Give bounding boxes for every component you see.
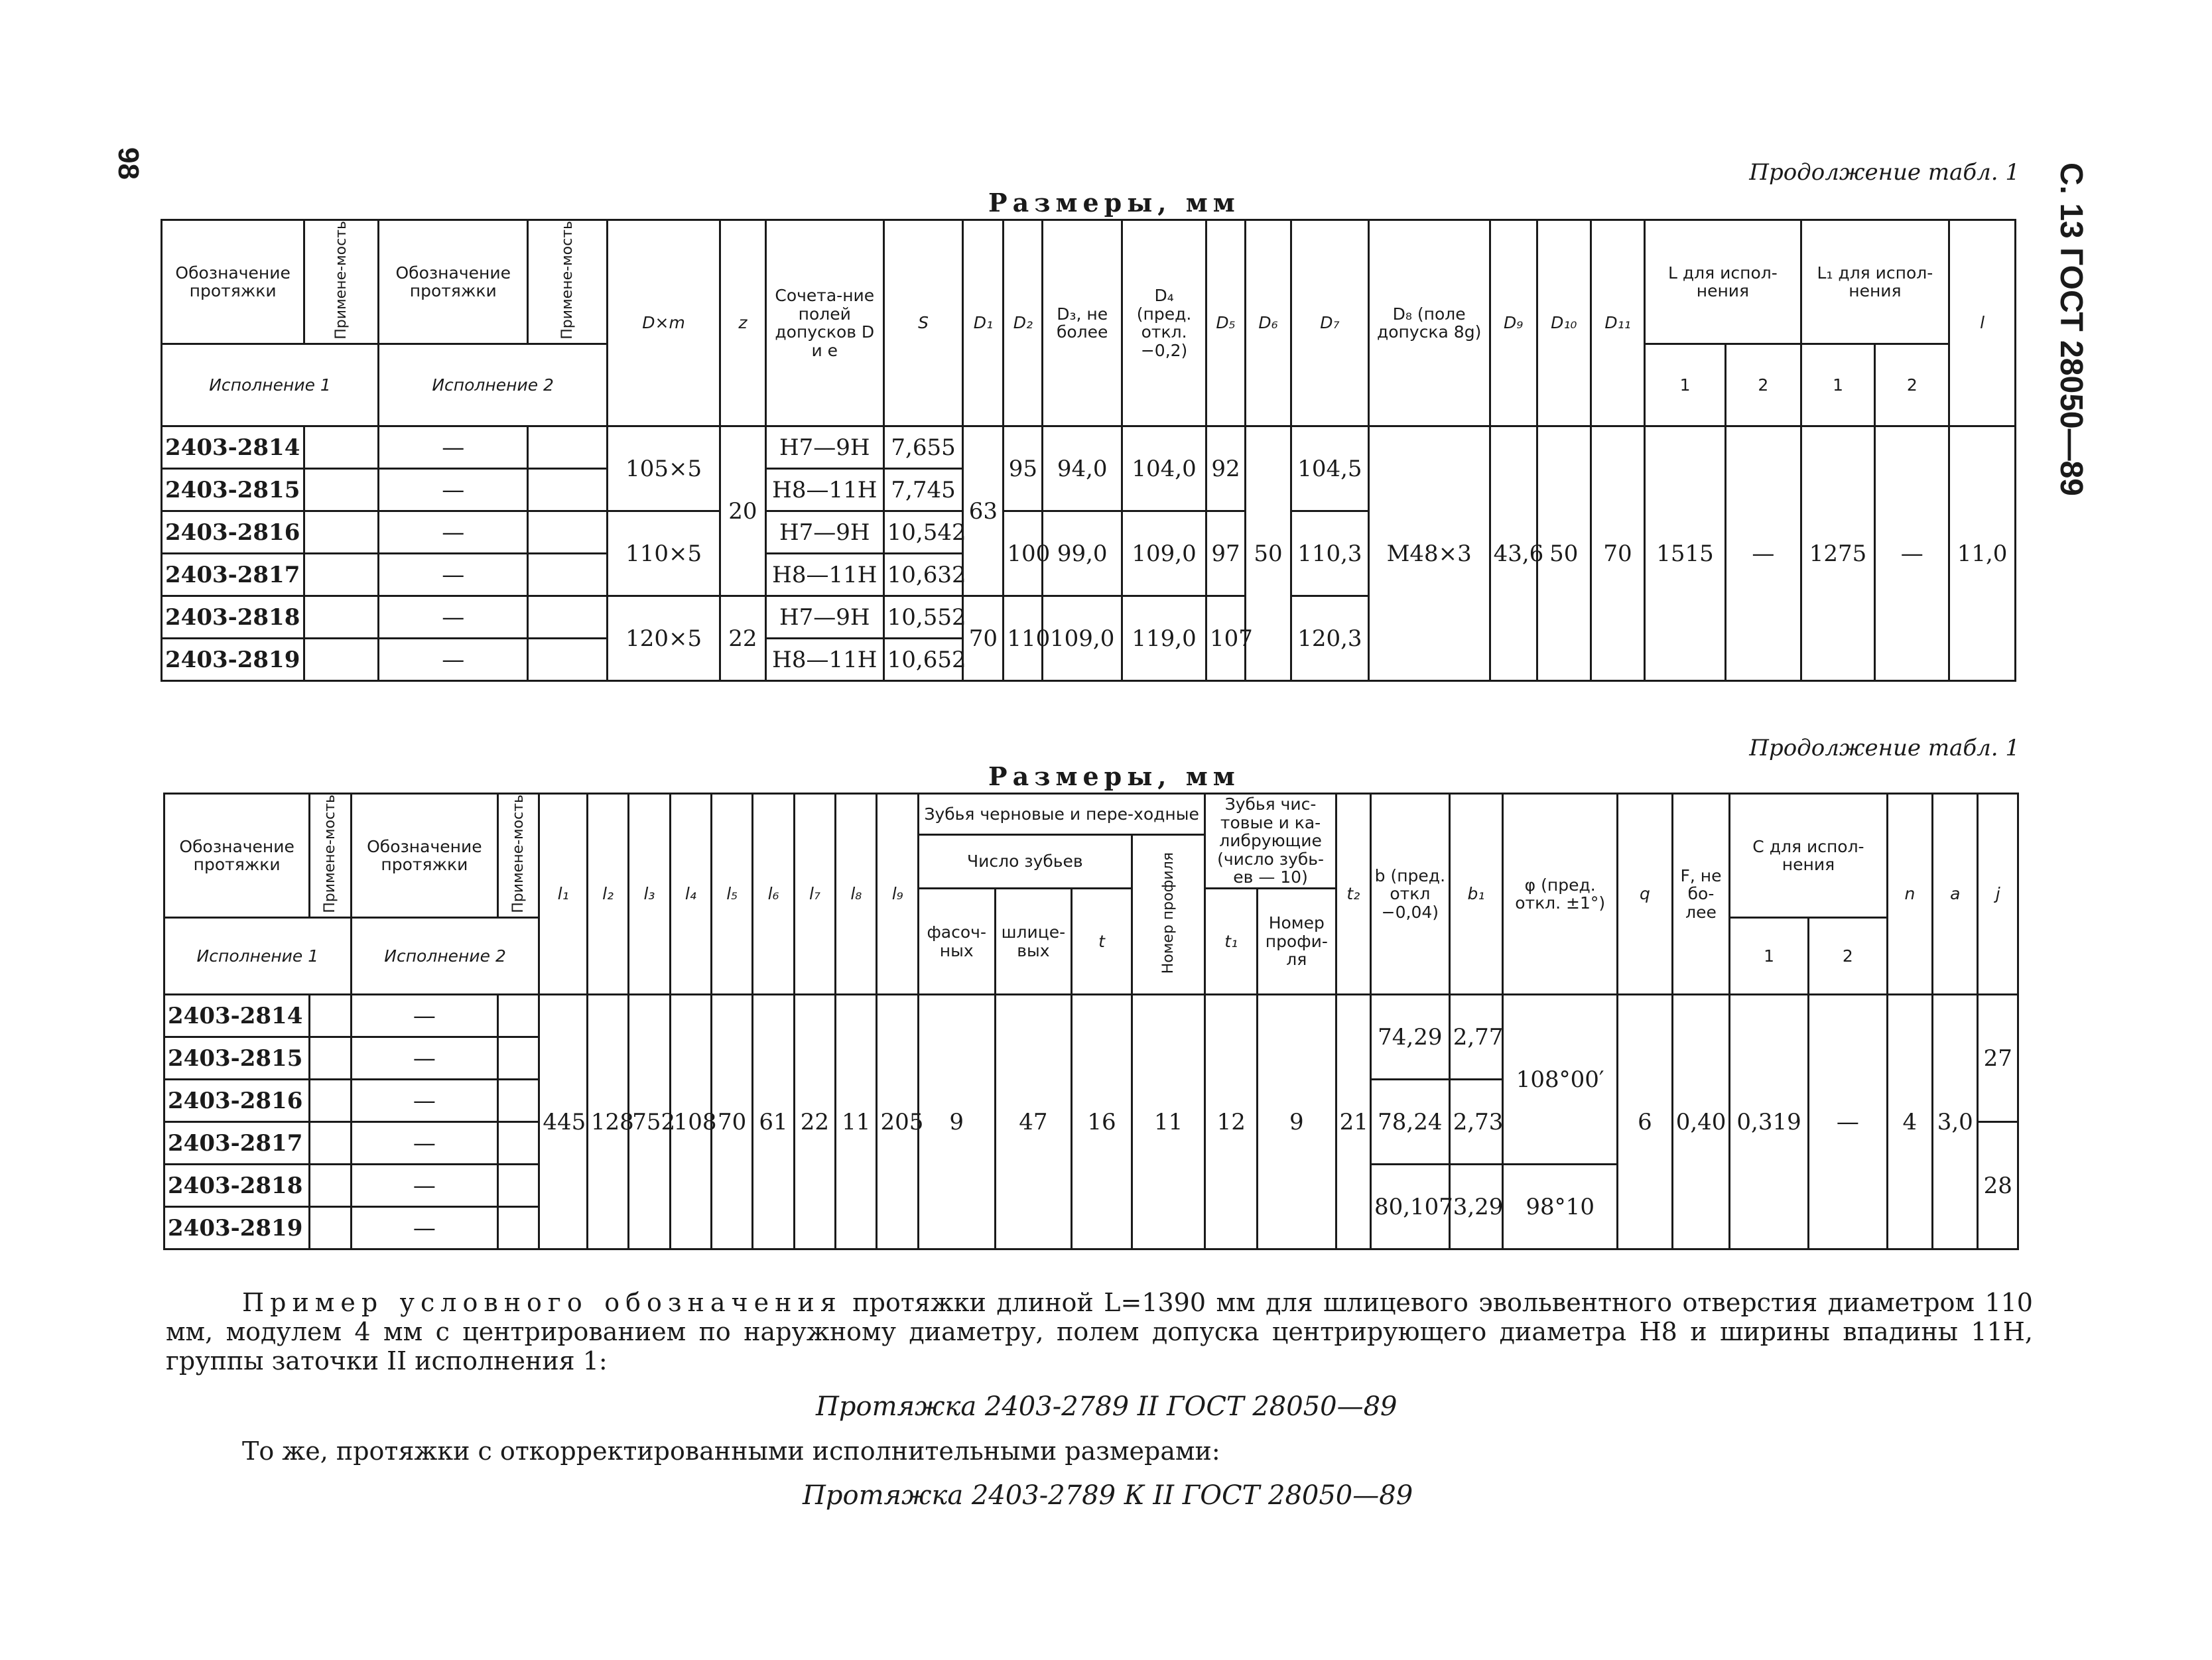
t2-h-b1: b₁: [1449, 794, 1502, 995]
t1-combo: H8—11H: [765, 639, 883, 681]
t1-h-L1: L₁ для испол-нения: [1801, 220, 1949, 344]
t2-h-l2: l₂: [587, 794, 628, 995]
t2-h-applic1-text: Примене-мость: [322, 795, 339, 913]
t2-h-n: n: [1887, 794, 1932, 995]
t2-applic2: [498, 1037, 539, 1080]
table1: [161, 219, 2016, 682]
t2-h-l4: l₄: [670, 794, 711, 995]
t1-applic1: [304, 596, 379, 639]
t1-h-code2: Обозначение протяжки: [379, 220, 528, 344]
table2-dims-caption: Размеры, мм: [988, 761, 1240, 791]
t2-shaped: 9: [918, 995, 995, 1249]
t2-profile2: 9: [1257, 995, 1336, 1249]
t1-applic1: [304, 639, 379, 681]
t2-code2: —: [351, 1122, 497, 1165]
table1-dims-caption: Размеры, мм: [988, 188, 1240, 218]
designation-example-1: Протяжка 2403-2789 II ГОСТ 28050—89: [816, 1391, 1398, 1422]
t2-h-code2: Обозначение протяжки: [351, 794, 497, 918]
t2-h-shaped: фасоч-ных: [918, 888, 995, 994]
t2-h-j: j: [1978, 794, 2018, 995]
t1-code: 2403-2814: [162, 426, 304, 469]
t1-h-applic2-text: Примене-мость: [559, 221, 576, 340]
t1-h-d2: D₂: [1004, 220, 1043, 426]
designation-example-text: протяжки длиной L=1390 мм для шлицевого эвольвентного отверстия диаметром 110 мм, модулем 4 мм с центрированием по наружному диаметру, полем допуска центрирующего диаметра H8 и ширины впадины 11H, группы заточки II исполнения 1:: [166, 1288, 2033, 1375]
t2-h-l3: l₃: [629, 794, 670, 995]
t2-h-profile2: Номер профи-ля: [1257, 888, 1336, 994]
t1-applic2: [528, 426, 608, 469]
t2-code2: —: [351, 995, 497, 1037]
t2-l4: 108: [670, 995, 711, 1249]
t1-code: 2403-2818: [162, 596, 304, 639]
t1-L1-1: 1275: [1801, 426, 1875, 681]
t1-d2: 110: [1004, 596, 1043, 681]
t1-code: 2403-2819: [162, 639, 304, 681]
t2-h-phi: φ (пред. откл. ±1°): [1503, 794, 1618, 995]
t1-d1: 70: [963, 596, 1004, 681]
table2-continuation: Продолжение табл. 1: [1749, 735, 2020, 761]
t2-n: 4: [1887, 995, 1932, 1249]
designation-example-2: Протяжка 2403-2789 К II ГОСТ 28050—89: [803, 1480, 1413, 1511]
t1-combo: H8—11H: [765, 554, 883, 596]
t1-h-L-1: 1: [1645, 344, 1726, 426]
t1-h-combo: Сочета-ние полей допусков D и e: [765, 220, 883, 426]
t2-profile: 11: [1132, 995, 1205, 1249]
t1-d6: 50: [1245, 426, 1291, 681]
t1-d5: 97: [1206, 511, 1246, 596]
t1-d1: 63: [963, 426, 1004, 596]
t1-L-2: —: [1725, 426, 1801, 681]
t2-applic1: [310, 1122, 351, 1165]
t2-applic2: [498, 1165, 539, 1207]
t1-applic2: [528, 639, 608, 681]
t1-s: 10,552: [883, 596, 963, 639]
t1-h-d1: D₁: [963, 220, 1004, 426]
t1-h-variant1: Исполнение 1: [162, 344, 379, 426]
t1-d7: 110,3: [1291, 511, 1368, 596]
t2-applic2: [498, 1080, 539, 1122]
t1-h-applic2: [528, 220, 608, 344]
t2-h-F: F, не бо-лее: [1672, 794, 1730, 995]
t1-h-L1-1: 1: [1801, 344, 1875, 426]
designation-example-lead: Пример условного обозначения: [242, 1288, 842, 1317]
t2-l5: 70: [711, 995, 752, 1249]
t1-dxm: 110×5: [608, 511, 720, 596]
t2-h-applic1: [310, 794, 351, 918]
t2-code: 2403-2818: [164, 1165, 310, 1207]
t2-l9: 205: [877, 995, 918, 1249]
t1-l: 11,0: [1949, 426, 2016, 681]
t2-h-t1: t₁: [1205, 888, 1257, 994]
t1-applic2: [528, 554, 608, 596]
t2-h-a: a: [1933, 794, 1978, 995]
t1-d4: 119,0: [1122, 596, 1206, 681]
t1-d5: 107: [1206, 596, 1246, 681]
t1-dxm: 120×5: [608, 596, 720, 681]
t1-L-1: 1515: [1645, 426, 1726, 681]
t1-d2: 100: [1004, 511, 1043, 596]
t2-F: 0,40: [1672, 995, 1730, 1249]
t1-d8: M48×3: [1368, 426, 1490, 681]
t1-d2: 95: [1004, 426, 1043, 511]
t2-C-1: 0,319: [1730, 995, 1809, 1249]
t1-combo: H8—11H: [765, 469, 883, 511]
t2-b1: 2,77: [1449, 995, 1502, 1080]
t2-applic1: [310, 1080, 351, 1122]
t1-code2: —: [379, 554, 528, 596]
t2-l3: 752: [629, 995, 670, 1249]
t2-t: 16: [1072, 995, 1132, 1249]
t1-code: 2403-2817: [162, 554, 304, 596]
t2-h-l5: l₅: [711, 794, 752, 995]
t1-applic1: [304, 469, 379, 511]
t2-code: 2403-2819: [164, 1207, 310, 1249]
table-row: [164, 995, 2018, 1037]
t2-h-C: С для испол-нения: [1730, 794, 1887, 918]
t2-phi: 108°00′: [1503, 995, 1618, 1165]
t2-h-variant2: Исполнение 2: [351, 918, 539, 995]
t1-code: 2403-2816: [162, 511, 304, 554]
designation-example-paragraph: [166, 1288, 2033, 1375]
page-number: 98: [112, 147, 145, 180]
t1-h-d9: D₉: [1490, 220, 1537, 426]
t2-h-variant1: Исполнение 1: [164, 918, 352, 995]
t1-h-variant2: Исполнение 2: [379, 344, 608, 426]
t2-applic1: [310, 1207, 351, 1249]
t1-d9: 43,6: [1490, 426, 1537, 681]
t1-applic1: [304, 554, 379, 596]
t1-d4: 109,0: [1122, 511, 1206, 596]
t2-applic2: [498, 1207, 539, 1249]
t2-l6: 61: [753, 995, 794, 1249]
t1-d3: 94,0: [1043, 426, 1122, 511]
t1-h-dxm: D×m: [608, 220, 720, 426]
t1-h-applic1-text: Примене-мость: [333, 221, 350, 340]
t1-d5: 92: [1206, 426, 1246, 511]
t1-code2: —: [379, 596, 528, 639]
t2-b1: 3,29: [1449, 1165, 1502, 1249]
t2-code: 2403-2814: [164, 995, 310, 1037]
t2-applic1: [310, 1037, 351, 1080]
t2-h-C-2: 2: [1808, 918, 1887, 995]
t2-h-C-1: 1: [1730, 918, 1809, 995]
t2-code2: —: [351, 1037, 497, 1080]
t1-z: 22: [720, 596, 765, 681]
t1-applic2: [528, 511, 608, 554]
t2-h-count: Число зубьев: [918, 835, 1132, 889]
t2-h-t: t: [1072, 888, 1132, 994]
t1-h-d3: D₃, не более: [1043, 220, 1122, 426]
t2-applic2: [498, 1122, 539, 1165]
t1-code2: —: [379, 426, 528, 469]
t2-h-l9: l₉: [877, 794, 918, 995]
t2-code: 2403-2816: [164, 1080, 310, 1122]
t2-b: 80,107: [1370, 1165, 1449, 1249]
t2-b: 74,29: [1370, 995, 1449, 1080]
t1-s: 7,745: [883, 469, 963, 511]
t1-d4: 104,0: [1122, 426, 1206, 511]
t2-code2: —: [351, 1207, 497, 1249]
t1-d7: 120,3: [1291, 596, 1368, 681]
t2-h-applic2: [498, 794, 539, 918]
table-row: [162, 426, 2016, 469]
t1-combo: H7—9H: [765, 596, 883, 639]
t1-combo: H7—9H: [765, 511, 883, 554]
t1-combo: H7—9H: [765, 426, 883, 469]
t2-phi: 98°10: [1503, 1165, 1618, 1249]
t1-applic2: [528, 469, 608, 511]
t2-h-profile-text: Номер профиля: [1160, 852, 1177, 974]
t2-h-t2: t₂: [1336, 794, 1370, 995]
table2: [163, 793, 2019, 1250]
t1-h-L1-2: 2: [1875, 344, 1949, 426]
t1-h-d7: D₇: [1291, 220, 1368, 426]
t1-s: 10,652: [883, 639, 963, 681]
t2-j: 27: [1978, 995, 2018, 1122]
t1-h-s: S: [883, 220, 963, 426]
t1-code2: —: [379, 469, 528, 511]
t1-h-d5: D₅: [1206, 220, 1246, 426]
t1-applic1: [304, 511, 379, 554]
t2-h-l7: l₇: [794, 794, 835, 995]
t1-L1-2: —: [1875, 426, 1949, 681]
t2-h-spline: шлице-вых: [995, 888, 1072, 994]
side-header: С. 13 ГОСТ 28050—89: [2053, 162, 2089, 496]
t1-s: 10,632: [883, 554, 963, 596]
t2-spline: 47: [995, 995, 1072, 1249]
t1-h-d11: D₁₁: [1591, 220, 1644, 426]
t2-l7: 22: [794, 995, 835, 1249]
t2-h-code1: Обозначение протяжки: [164, 794, 310, 918]
t2-C-2: —: [1808, 995, 1887, 1249]
t2-h-q: q: [1618, 794, 1673, 995]
t1-code2: —: [379, 511, 528, 554]
t2-h-l1: l₁: [539, 794, 587, 995]
t1-applic2: [528, 596, 608, 639]
t1-h-code1: Обозначение протяжки: [162, 220, 304, 344]
t1-code: 2403-2815: [162, 469, 304, 511]
t2-h-applic2-text: Примене-мость: [510, 795, 527, 913]
t2-t1: 12: [1205, 995, 1257, 1249]
t2-code2: —: [351, 1165, 497, 1207]
t1-dxm: 105×5: [608, 426, 720, 511]
t1-z: 20: [720, 426, 765, 596]
t1-d10: 50: [1537, 426, 1591, 681]
t1-d11: 70: [1591, 426, 1644, 681]
t1-d3: 109,0: [1043, 596, 1122, 681]
t1-h-d4: D₄ (пред. откл. −0,2): [1122, 220, 1206, 426]
t2-h-rough: Зубья черновые и пере-ходные: [918, 794, 1205, 835]
t2-t2: 21: [1336, 995, 1370, 1249]
t2-l8: 11: [836, 995, 877, 1249]
t2-h-b: b (пред. откл −0,04): [1370, 794, 1449, 995]
t2-a: 3,0: [1933, 995, 1978, 1249]
t2-code: 2403-2815: [164, 1037, 310, 1080]
t2-l1: 445: [539, 995, 587, 1249]
t2-h-profile: [1132, 835, 1205, 995]
t2-h-finish: Зубья чис-товые и ка-либрующие (число зубь-ев — 10): [1205, 794, 1336, 889]
t1-h-d10: D₁₀: [1537, 220, 1591, 426]
t1-h-d8: D₈ (поле допуска 8g): [1368, 220, 1490, 426]
t2-code: 2403-2817: [164, 1122, 310, 1165]
t2-h-l8: l₈: [836, 794, 877, 995]
t1-code2: —: [379, 639, 528, 681]
t2-h-l6: l₆: [753, 794, 794, 995]
t1-s: 10,542: [883, 511, 963, 554]
t2-applic1: [310, 995, 351, 1037]
t2-b1: 2,73: [1449, 1080, 1502, 1165]
t2-applic1: [310, 1165, 351, 1207]
t1-h-d6: D₆: [1245, 220, 1291, 426]
t1-h-L: L для испол-нения: [1645, 220, 1801, 344]
t2-q: 6: [1618, 995, 1673, 1249]
t1-h-l: l: [1949, 220, 2016, 426]
t2-l2: 128: [587, 995, 628, 1249]
t1-s: 7,655: [883, 426, 963, 469]
t2-code2: —: [351, 1080, 497, 1122]
table1-continuation: Продолжение табл. 1: [1749, 159, 2020, 186]
t2-b: 78,24: [1370, 1080, 1449, 1165]
t2-applic2: [498, 995, 539, 1037]
t1-d7: 104,5: [1291, 426, 1368, 511]
t2-j: 28: [1978, 1122, 2018, 1249]
t1-d3: 99,0: [1043, 511, 1122, 596]
t1-h-applic1: [304, 220, 379, 344]
corrected-dimensions-note: То же, протяжки с откорректированными исполнительными размерами:: [242, 1437, 1220, 1466]
t1-h-z: z: [720, 220, 765, 426]
t1-applic1: [304, 426, 379, 469]
t1-h-L-2: 2: [1725, 344, 1801, 426]
